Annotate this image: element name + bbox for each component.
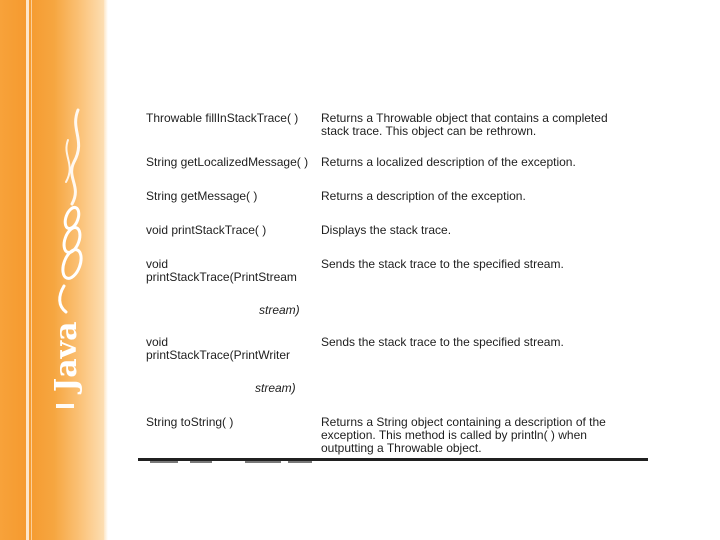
method-table — [138, 104, 648, 460]
band-edge — [104, 0, 108, 540]
border-artifact — [288, 461, 312, 463]
method-description: Returns a localized description of the exception. — [321, 155, 576, 169]
border-artifact — [190, 461, 212, 463]
method-description: Sends the stack trace to the specified stream. — [321, 257, 564, 271]
java-logo — [42, 100, 102, 420]
method-description: Returns a description of the exception. — [321, 189, 526, 203]
table-bottom-border — [138, 458, 648, 461]
method-signature: void printStackTrace(PrintStream — [146, 257, 297, 284]
method-signature: String toString( ) — [146, 415, 234, 429]
band-stripe — [26, 0, 29, 540]
method-parameter: stream) — [259, 303, 300, 317]
method-signature: void printStackTrace( ) — [146, 223, 267, 237]
method-parameter: stream) — [255, 381, 296, 395]
method-signature: void printStackTrace(PrintWriter — [146, 335, 291, 362]
method-signature: String getMessage( ) — [146, 189, 258, 203]
method-description: Displays the stack trace. — [321, 223, 452, 237]
border-artifact — [150, 461, 178, 463]
method-description: Returns a String object containing a description of the exception. This method is called by println( ) when outputting a Throwable object. — [321, 415, 606, 455]
java-logo-text: Java — [49, 321, 84, 392]
band-stripe — [31, 0, 32, 540]
method-description: Returns a Throwable object that contains a completed stack trace. This object can be rethrown. — [321, 111, 608, 138]
method-description: Sends the stack trace to the specified stream. — [321, 335, 564, 349]
method-signature: String getLocalizedMessage( ) — [146, 155, 309, 169]
border-artifact — [245, 461, 281, 463]
method-signature: Throwable fillInStackTrace( ) — [146, 111, 299, 125]
